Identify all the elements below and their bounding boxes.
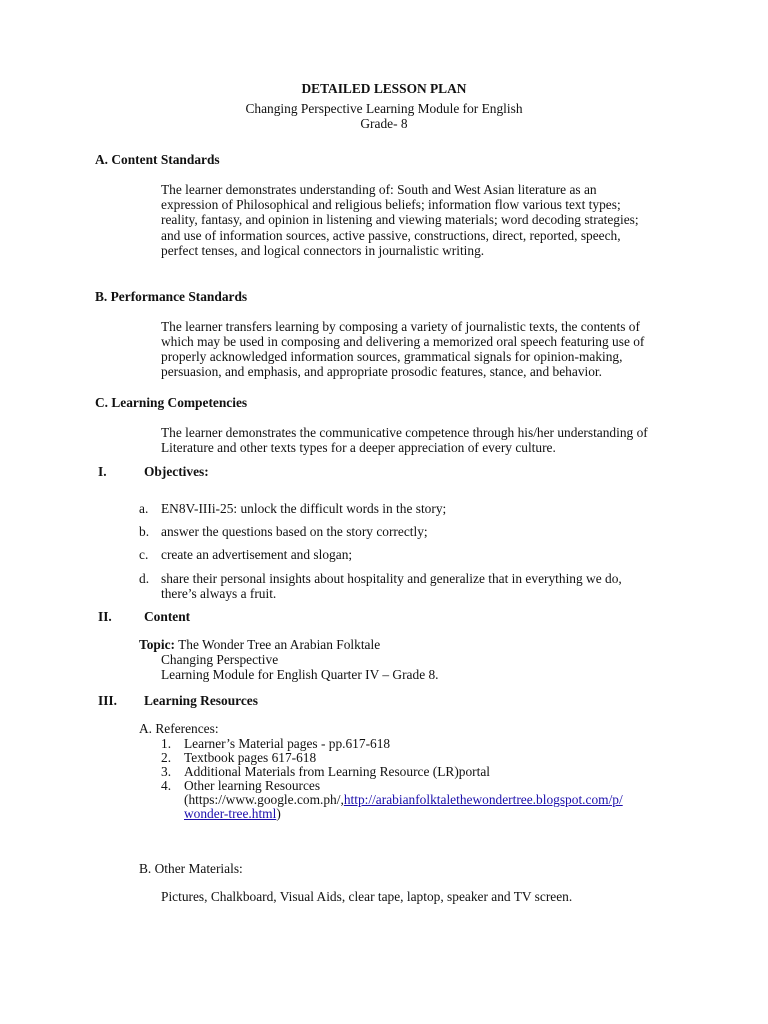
performance-standards-heading: B. Performance Standards bbox=[95, 289, 248, 304]
document-subtitle: Changing Perspective Learning Module for English bbox=[245, 101, 523, 116]
content-heading: Content bbox=[144, 609, 191, 624]
objective-marker: a. bbox=[139, 501, 149, 516]
content-standards-line: and use of information sources, active passive, constructions, direct, reported, speech, bbox=[161, 228, 621, 243]
content-standards-line: reality, fantasy, and opinion in listening and viewing materials; word decoding strategies; bbox=[161, 212, 639, 227]
objective-text: answer the questions based on the story correctly; bbox=[161, 524, 428, 539]
other-materials-label: B. Other Materials: bbox=[139, 861, 243, 876]
content-standards-line: expression of Philosophical and religious beliefs; information flow various text types; bbox=[161, 197, 621, 212]
learning-competencies-heading: C. Learning Competencies bbox=[95, 395, 248, 410]
content-standards-line: perfect tenses, and logical connectors in journalistic writing. bbox=[161, 243, 485, 258]
learning-competencies-line: The learner demonstrates the communicative competence through his/her understanding of bbox=[161, 425, 648, 440]
content-numeral: II. bbox=[98, 609, 112, 624]
topic-value: The Wonder Tree an Arabian Folktale bbox=[174, 637, 381, 652]
performance-standards-line: which may be used in composing and delivering a memorized oral speech featuring use of bbox=[161, 334, 645, 349]
learning-resources-heading: Learning Resources bbox=[144, 693, 258, 708]
performance-standards-line: The learner transfers learning by composing a variety of journalistic texts, the contents of bbox=[161, 319, 640, 334]
reference-number: 3. bbox=[161, 764, 172, 779]
reference-text: Additional Materials from Learning Resource (LR)portal bbox=[184, 764, 491, 779]
grade-label: Grade- 8 bbox=[360, 116, 408, 131]
reference-text: Textbook pages 617-618 bbox=[184, 750, 317, 765]
performance-standards-line: persuasion, and emphasis, and appropriate prosodic features, stance, and behavior. bbox=[161, 364, 603, 379]
learning-resources-numeral: III. bbox=[98, 693, 117, 708]
reference-url-line bbox=[184, 807, 281, 822]
performance-standards-line: properly acknowledged information sources, grammatical signals for opinion-making, bbox=[161, 349, 623, 364]
objective-marker: c. bbox=[139, 547, 149, 562]
objective-text: EN8V-IIIi-25: unlock the difficult words in the story; bbox=[161, 501, 447, 516]
reference-text: Learner’s Material pages - pp.617-618 bbox=[184, 736, 391, 751]
blog-link[interactable]: http://arabianfolktalethewondertree.blogspot.com/p/ bbox=[343, 792, 623, 807]
objective-text: there’s always a fruit. bbox=[161, 586, 277, 601]
reference-text: Other learning Resources bbox=[184, 778, 321, 793]
url-prefix: (https://www.google.com.ph/, bbox=[184, 792, 344, 807]
content-standards-line: The learner demonstrates understanding of: South and West Asian literature as an bbox=[161, 182, 597, 197]
topic-label: Topic: bbox=[139, 637, 175, 652]
reference-number: 1. bbox=[161, 736, 172, 751]
objective-marker: b. bbox=[139, 524, 150, 539]
objectives-numeral: I. bbox=[98, 464, 107, 479]
objective-marker: d. bbox=[139, 571, 150, 586]
objective-text: create an advertisement and slogan; bbox=[161, 547, 353, 562]
content-standards-heading: A. Content Standards bbox=[95, 152, 220, 167]
content-line: Changing Perspective bbox=[161, 652, 279, 667]
objective-text: share their personal insights about hospitality and generalize that in everything we do, bbox=[161, 571, 622, 586]
content-line: Learning Module for English Quarter IV – Grade 8. bbox=[161, 667, 439, 682]
objectives-heading: Objectives: bbox=[144, 464, 209, 479]
references-label: A. References: bbox=[139, 721, 219, 736]
blog-link-continued[interactable]: wonder-tree.html bbox=[184, 806, 277, 821]
document-title: DETAILED LESSON PLAN bbox=[301, 81, 467, 96]
url-suffix: ) bbox=[276, 806, 281, 821]
other-materials-text: Pictures, Chalkboard, Visual Aids, clear tape, laptop, speaker and TV screen. bbox=[161, 889, 573, 904]
learning-competencies-line: Literature and other texts types for a deeper appreciation of every culture. bbox=[161, 440, 556, 455]
reference-number: 4. bbox=[161, 778, 172, 793]
topic-line bbox=[139, 638, 380, 653]
reference-number: 2. bbox=[161, 750, 172, 765]
